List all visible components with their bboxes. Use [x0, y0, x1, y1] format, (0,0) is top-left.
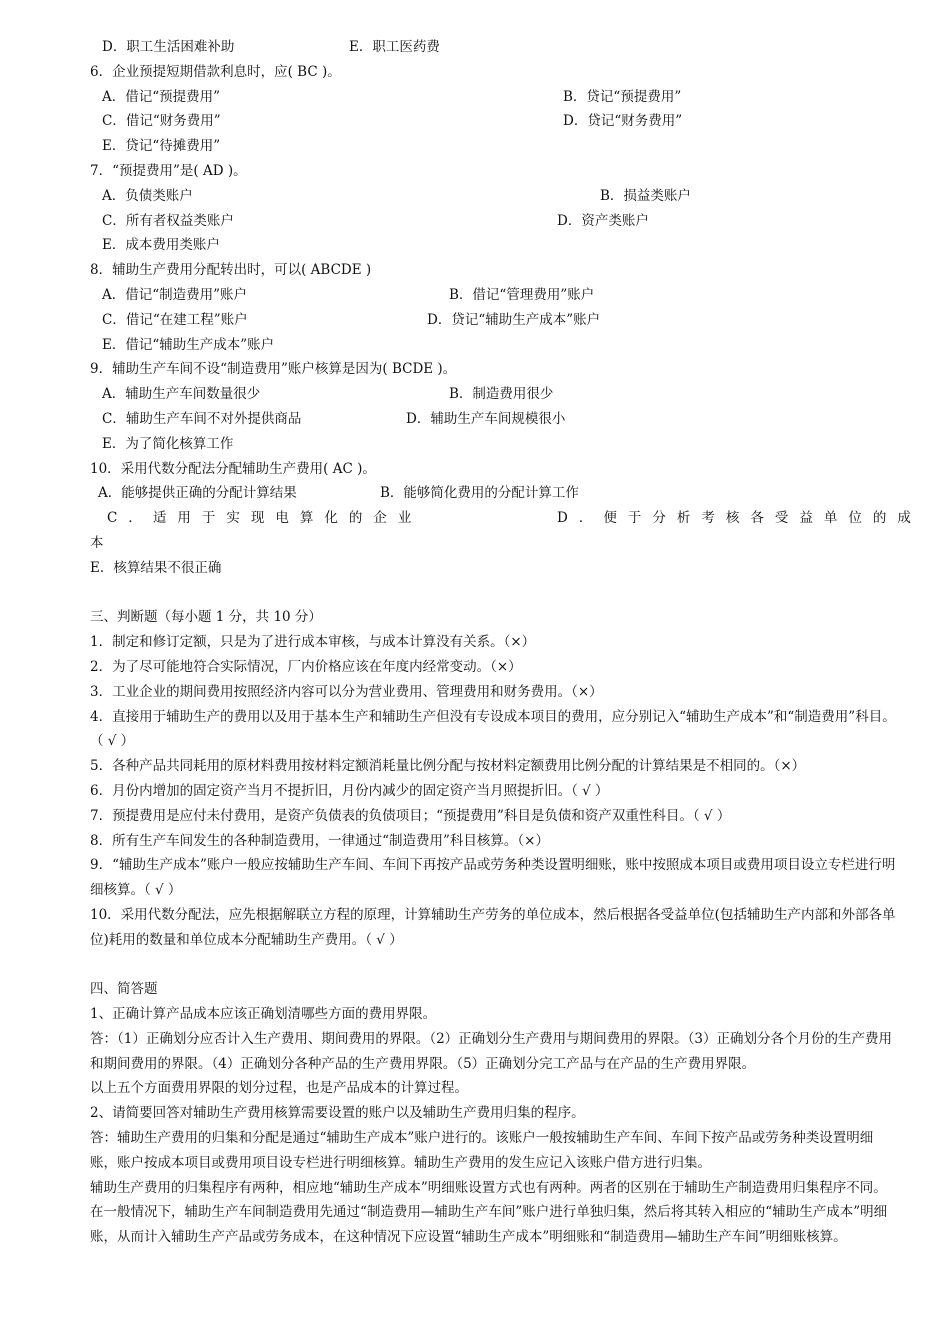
judge-item: 4．直接用于辅助生产的费用以及用于基本生产和辅助生产但没有专设成本项目的费用，应分别记入“辅助生产成本”和“制造费用”科目。（ √ ） — [90, 708, 896, 750]
options-row — [90, 283, 900, 308]
option-d: D．辅助生产车间规模很小 — [406, 410, 566, 427]
option-b: B．能够简化费用的分配计算工作 — [380, 485, 579, 502]
option-a: A．负债类账户 — [102, 187, 193, 204]
short-answer-2-paragraph: 辅助生产费用的归集程序有两种，相应地“辅助生产成本”明细账设置方式也有两种。两者的区别在于辅助生产制造费用归集程序不同。 — [90, 1179, 887, 1196]
options-row — [90, 308, 900, 333]
options-row — [90, 109, 900, 134]
judge-item: 1．制定和修订定额，只是为了进行成本审核，与成本计算没有关系。（×） — [90, 634, 536, 651]
judge-item: 3．工业企业的期间费用按照经济内容可以分为营业费用、管理费用和财务费用。（×） — [90, 683, 603, 700]
judge-item: 9．“辅助生产成本”账户一般应按辅助生产车间、车间下再按产品或劳务种类设置明细账，账中按照成本项目或费用项目设立专栏进行明细核算。（ √ ） — [90, 857, 896, 899]
option-a: A．辅助生产车间数量很少 — [102, 386, 261, 403]
option-d: D．贷记“财务费用” — [563, 113, 683, 130]
short-answer-1-summary: 以上五个方面费用界限的划分过程，也是产品成本的计算过程。 — [90, 1080, 468, 1097]
judge-item: 2．为了尽可能地符合实际情况，厂内价格应该在年度内经常变动。（×） — [90, 658, 522, 675]
short-answer-2-paragraph: 在一般情况下，辅助生产车间制造费用先通过“制造费用—辅助生产车间”账户进行单独归集，然后将其转入相应的“辅助生产成本”明细账，从而计入辅助生产产品或劳务成本，在这种情况下应设置“辅助生产成本”明细账和“制造费用—辅助生产车间”明细账核算。 — [90, 1204, 888, 1246]
option-d-continued: 本 — [90, 534, 104, 551]
option-c: C．辅助生产车间不对外提供商品 — [102, 410, 302, 427]
option-e: E．职工医药费 — [349, 39, 440, 55]
short-question-1: 1、正确计算产品成本应该正确划清哪些方面的费用界限。 — [90, 1006, 437, 1023]
spacer — [90, 952, 900, 977]
question-8-stem: 8．辅助生产费用分配转出时，可以( ABCDE ) — [90, 262, 372, 279]
spacer — [90, 581, 900, 606]
option-e: E．成本费用类账户 — [102, 237, 220, 254]
options-row — [90, 382, 900, 407]
option-e: E．为了简化核算工作 — [102, 435, 234, 452]
options-row — [90, 407, 900, 432]
short-answer-2: 答：辅助生产费用的归集和分配是通过“辅助生产成本”账户进行的。该账户一般按辅助生产车间、车间下按产品或劳务种类设置明细账，账户按成本项目或费用项目设专栏进行明细核算。辅助生产费用的发生应记入该账户借方进行归集。 — [90, 1130, 874, 1171]
option-d: D．贷记“辅助生产成本”账户 — [427, 311, 601, 328]
judge-item: 5．各种产品共同耗用的原材料费用按材料定额消耗量比例分配与按材料定额费用比例分配的计算结果是不相同的。（×） — [90, 758, 806, 775]
question-6-stem: 6．企业预提短期借款利息时，应( BC )。 — [90, 63, 341, 80]
option-a: A．借记“制造费用”账户 — [102, 286, 248, 303]
options-row — [90, 184, 900, 209]
option-a: A．借记“预提费用” — [102, 88, 221, 105]
option-d: D．便于分析考核各受益单位的成 — [557, 510, 922, 527]
section-title-judgement: 三、判断题（每小题 1 分，共 10 分） — [90, 609, 322, 626]
option-b: B．制造费用很少 — [449, 386, 554, 403]
section-title-short-answer: 四、简答题 — [90, 981, 158, 998]
options-row — [90, 481, 900, 506]
option-d: D．职工生活困难补助 — [102, 39, 235, 55]
judge-item: 8．所有生产车间发生的各种制造费用，一律通过“制造费用”科目核算。（×） — [90, 832, 549, 849]
question-7-stem: 7．“预提费用”是( AD )。 — [90, 162, 247, 179]
options-row — [90, 35, 900, 60]
options-row — [90, 209, 900, 234]
option-e: E．借记“辅助生产成本”账户 — [102, 336, 275, 353]
short-question-2: 2、请简要回答对辅助生产费用核算需要设置的账户以及辅助生产费用归集的程序。 — [90, 1105, 585, 1122]
option-d: D．资产类账户 — [557, 212, 649, 229]
short-answer-1: 答：（1）正确划分应否计入生产费用、期间费用的界限。（2）正确划分生产费用与期间费用的界限。（3）正确划分各个月份的生产费用和期间费用的界限。（4）正确划分各种产品的生产费用界限。（5）正确划分完工产品与在产品的生产费用界限。 — [90, 1030, 893, 1072]
option-e: E．贷记“待摊费用” — [102, 138, 221, 155]
option-b: B．损益类账户 — [600, 187, 691, 204]
option-b: B．借记“管理费用”账户 — [449, 286, 595, 303]
option-c: C．所有者权益类账户 — [102, 212, 234, 229]
options-row — [90, 134, 900, 159]
option-a: A．能够提供正确的分配计算结果 — [98, 485, 297, 502]
options-row — [90, 85, 900, 110]
options-row — [90, 233, 900, 258]
options-row — [90, 432, 900, 457]
option-c: C．借记“财务费用” — [102, 113, 221, 130]
question-9-stem: 9．辅助生产车间不设“制造费用”账户核算是因为( BCDE )。 — [90, 361, 457, 378]
option-b: B．贷记“预提费用” — [563, 88, 682, 105]
judge-item: 6．月份内增加的固定资产当月不提折旧，月份内减少的固定资产当月照提折旧。（ √ ） — [90, 782, 609, 799]
option-e: E．核算结果不很正确 — [90, 559, 222, 576]
judge-item: 10．采用代数分配法，应先根据解联立方程的原理，计算辅助生产劳务的单位成本，然后根据各受益单位(包括辅助生产内部和外部各单位)耗用的数量和单位成本分配辅助生产费用。（ √ ） — [90, 906, 896, 948]
judge-item: 7．预提费用是应付未付费用，是资产负债表的负债项目；“预提费用”科目是负债和资产双重性科目。（ √ ） — [90, 807, 731, 824]
question-10-stem: 10．采用代数分配法分配辅助生产费用( AC )。 — [90, 460, 376, 477]
options-row — [90, 333, 900, 358]
option-c: C．借记“在建工程”账户 — [102, 311, 248, 328]
option-c: C．适用于实现电算化的企业 — [107, 510, 423, 527]
document-page — [90, 35, 922, 1250]
options-row — [90, 506, 922, 531]
